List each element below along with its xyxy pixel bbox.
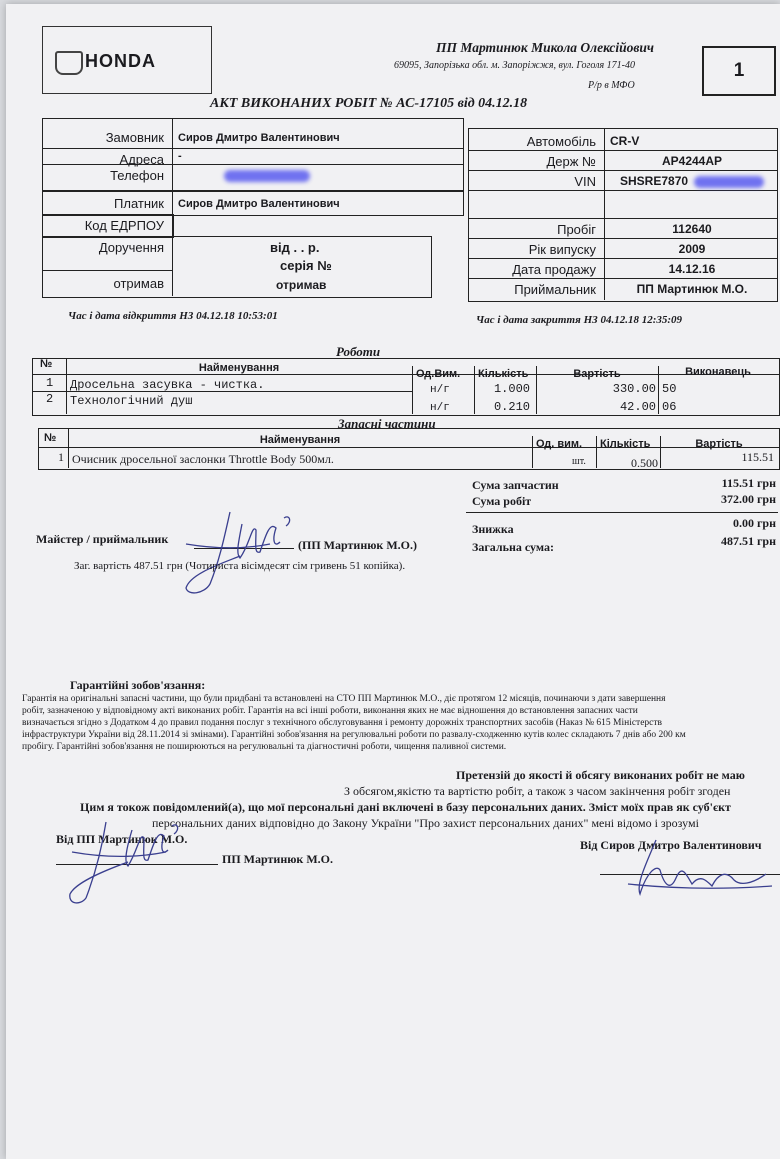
address-label: Адреса <box>119 152 164 167</box>
company-address: 69095, Запорізька обл. м. Запоріжжя, вул. Гоголя 171-40 <box>394 60 636 71</box>
parts-sum-label: Сума запчастин <box>472 478 559 492</box>
claims-line-3: персональних даних відповідно до Закону України "Про захист персональних даних" мені відомо і зрозумі <box>152 816 699 830</box>
customer-name: Сиров Дмитро Валентинович <box>178 132 340 144</box>
works-row-2-name: Технологічний душ <box>70 394 193 408</box>
warranty-line-5: пробігу. Гарантійні зобов'язання не поширюються на регулювальні та діагностичні роботи, чищення паливної системи. <box>22 742 507 752</box>
master-signature <box>180 504 320 604</box>
mileage-value: 112640 <box>672 222 712 236</box>
from-company-label: Від ПП Мартинюк М.О. <box>56 832 188 846</box>
bank-details: Р/р в МФО <box>588 80 635 91</box>
total-label: Загальна сума: <box>472 540 554 554</box>
sale-date-label: Дата продажу <box>512 262 596 277</box>
parts-row-1-n: 1 <box>58 450 64 464</box>
works-row-1-unit: н/г <box>430 384 450 396</box>
year-value: 2009 <box>678 242 706 256</box>
mileage-label: Пробіг <box>557 222 596 237</box>
parts-sum-value: 115.51 грн <box>721 476 776 490</box>
page-number: 1 <box>733 60 745 81</box>
open-time: Час і дата відкриття НЗ 04.12.18 10:53:01 <box>68 310 278 322</box>
year-label: Рік випуску <box>528 242 596 257</box>
vin-value: SHSRE7870 <box>620 174 689 188</box>
phone-label: Телефон <box>110 168 164 183</box>
poa-series: серія № <box>280 258 332 273</box>
company-signatory: ПП Мартинюк М.О. <box>222 852 333 866</box>
close-time: Час і дата закриття НЗ 04.12.18 12:35:09 <box>476 314 683 326</box>
received-label: отримав <box>113 276 164 291</box>
parts-row-1-unit: шт. <box>572 456 586 467</box>
works-row-2-price: 42.00 <box>619 400 656 414</box>
claims-line-1: З обсягом,якістю та вартістю робіт, а також з часом закінчення робіт згоден <box>344 784 731 798</box>
edrpou-label: Код ЕДРПОУ <box>84 218 164 233</box>
warranty-title: Гарантійні зобов'язання: <box>70 678 206 692</box>
works-col-price: Вартість <box>573 368 621 380</box>
customer-signature <box>626 834 776 904</box>
works-row-1-exec: 50 <box>662 382 677 396</box>
parts-col-n: № <box>44 432 57 444</box>
address-value: - <box>178 150 182 162</box>
honda-emblem-icon <box>55 51 83 75</box>
works-row-2-unit: н/г <box>430 402 450 414</box>
poa-date: від . . р. <box>270 240 320 255</box>
parts-col-price: Вартість <box>695 438 743 450</box>
vin-redacted <box>694 176 764 188</box>
works-col-n: № <box>40 358 53 370</box>
parts-row-1-name: Очисник дросельної заслонки Throttle Body 500мл. <box>72 452 334 466</box>
works-sum-value: 372.00 грн <box>720 492 776 506</box>
honda-logo-box <box>42 26 212 94</box>
works-row-1-n: 1 <box>46 376 54 390</box>
parts-col-name: Найменування <box>259 434 341 446</box>
works-col-name: Найменування <box>198 362 280 374</box>
company-name: ПП Мартинюк Микола Олексійович <box>436 40 655 55</box>
page-number-box <box>702 46 776 96</box>
parts-col-qty: Кількість <box>600 438 651 450</box>
receiver-label: Приймальник <box>514 282 596 297</box>
parts-row-1-price: 115.51 <box>741 450 774 464</box>
plate-label: Держ № <box>546 154 596 169</box>
discount-label: Знижка <box>472 522 514 536</box>
works-col-qty: Кількість <box>478 368 529 380</box>
total-value: 487.51 грн <box>720 534 776 548</box>
payer-label: Платник <box>114 196 164 211</box>
warranty-line-3: визначається згідно з Додатком 4 до правил подання послуг з технічного обслуговування і ремонту дорожніх транспортних засобів (Наказ № 615 Міністерств <box>22 718 663 728</box>
works-row-2-exec: 06 <box>662 400 677 414</box>
works-sum-label: Сума робіт <box>472 494 532 508</box>
works-row-2-n: 2 <box>46 392 54 406</box>
works-col-exec: Виконавець <box>685 366 751 378</box>
total-in-words: Заг. вартість 487.51 грн (Чотириста вісімдесят сім гривень 51 копійка). <box>74 560 406 572</box>
honda-logo-text: HONDA <box>85 51 156 71</box>
car-model: CR-V <box>610 134 640 148</box>
car-label: Автомобіль <box>526 134 596 149</box>
works-title: Роботи <box>336 344 381 359</box>
company-signature <box>66 812 206 912</box>
works-row-1-qty: 1.000 <box>493 382 530 396</box>
warranty-line-2: робіт, зазначеною у відповідному акті виконаних робіт. Гарантія на всі інші роботи, виконання яких не має відношення до встановлення запасних части <box>22 706 638 716</box>
payer-name: Сиров Дмитро Валентинович <box>178 198 340 210</box>
claims-title: Претензій до якості й обсягу виконаних робіт не маю <box>456 768 745 782</box>
act-title: АКТ ВИКОНАНИХ РОБІТ № АС-17105 від 04.12.18 <box>210 96 528 111</box>
parts-col-unit: Од. вим. <box>536 438 583 450</box>
received-value: отримав <box>276 278 327 292</box>
vin-label: VIN <box>574 174 596 189</box>
parts-row-1-qty: 0.500 <box>631 456 658 470</box>
from-customer-label: Від Сиров Дмитро Валентинович <box>580 838 762 852</box>
discount-value: 0.00 грн <box>732 516 776 530</box>
parts-title: Запасні частини <box>338 416 436 431</box>
works-col-unit: Од.Вим. <box>416 368 461 380</box>
claims-line-2: Цим я токож повідомлений(а), що мої персональні дані включені в базу персональних даних. Зміст моїх прав як суб'єкт <box>80 800 731 814</box>
master-name: (ПП Мартинюк М.О.) <box>298 538 417 552</box>
power-of-attorney-label: Доручення <box>98 240 164 255</box>
master-label: Майстер / приймальник <box>36 532 169 546</box>
works-row-2-qty: 0.210 <box>493 400 530 414</box>
warranty-line-1: Гарантія на оригінальні запасні частини, що були придбані та встановлені на СТО ПП Мартинюк М.О., діє протягом 12 місяців, починаючи з дати завершення <box>22 694 666 704</box>
receiver-value: ПП Мартинюк М.О. <box>636 282 748 296</box>
document-page <box>6 4 780 1159</box>
sale-date-value: 14.12.16 <box>668 262 716 276</box>
phone-redacted <box>224 170 310 182</box>
works-row-1-price: 330.00 <box>612 382 656 396</box>
warranty-line-4: інфраструктури України від 28.11.2014 зі змінами). Гарантійні зобов'язання на регулювальні роботи по развалу-сходженню кутів колес складають 7 днів або 200 км <box>22 730 686 740</box>
works-row-1-name: Дросельна засувка - чистка. <box>70 378 265 392</box>
plate-number: АР4244АР <box>661 154 723 168</box>
customer-label: Замовник <box>105 130 164 145</box>
